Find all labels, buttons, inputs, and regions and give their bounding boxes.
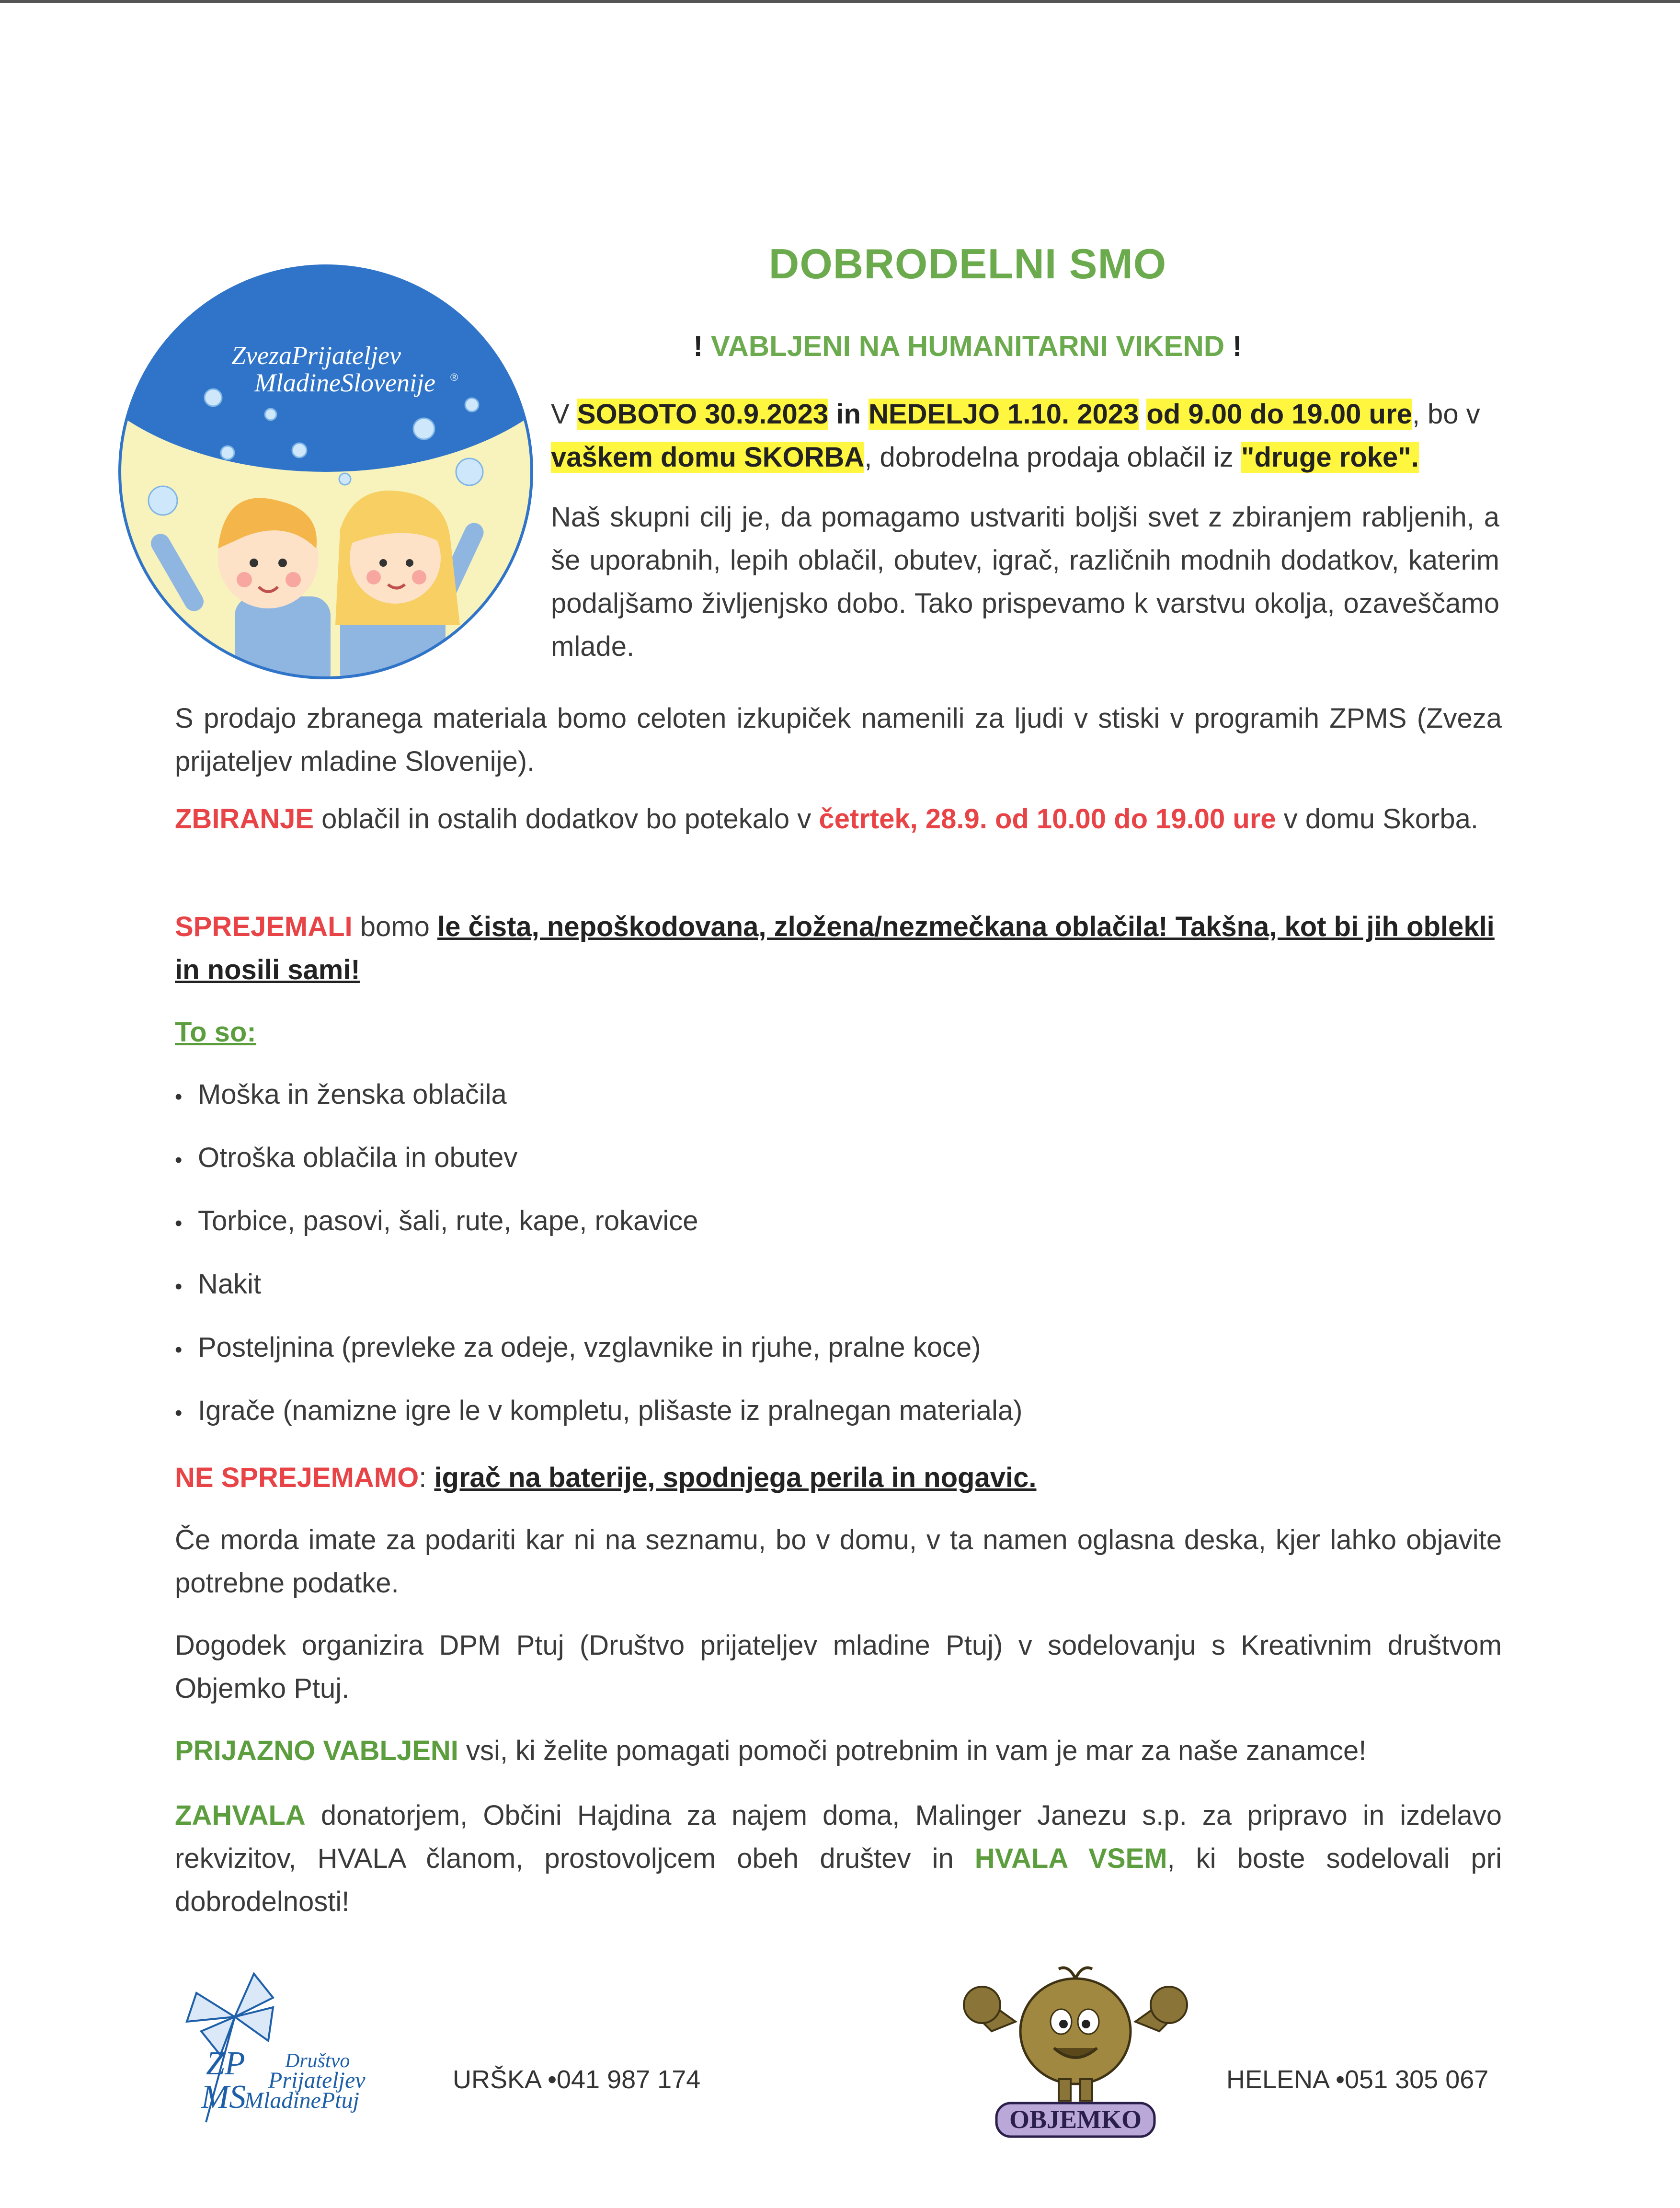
to-so-heading bbox=[175, 1011, 1502, 1054]
list-item bbox=[175, 1073, 1502, 1136]
subtitle-bang-right: ! bbox=[1232, 330, 1242, 362]
dpm-line3: MladinePtuj bbox=[244, 2088, 359, 2113]
contact-urska: URŠKA •041 987 174 bbox=[453, 2065, 701, 2094]
list-item-text: Posteljnina (prevleke za odeje, vzglavnike in rjuhe, pralne koce) bbox=[198, 1332, 981, 1363]
bullet-icon: • bbox=[175, 1212, 183, 1235]
thanks-end: , ki boste sodelovali pri dobrodelnosti! bbox=[175, 1843, 1502, 1917]
collection-label: ZBIRANJE bbox=[175, 803, 314, 835]
list-item-text: Igrače (namizne igre le v kompletu, plišaste iz pralnegan materiala) bbox=[198, 1395, 1023, 1426]
bullet-icon: • bbox=[175, 1401, 183, 1425]
collection-end: v domu Skorba. bbox=[1276, 803, 1478, 835]
intro-date-sunday: NEDELJO 1.10. 2023 bbox=[869, 399, 1139, 430]
thanks-text: donatorjem, Občini Hajdina za najem doma, Malinger Janezu s.p. za pripravo in izdelavo rekvizitov, HVALA članom, prostovoljcem obeh društev in bbox=[175, 1800, 1502, 1874]
list-item-text: Torbice, pasovi, šali, rute, kape, rokavice bbox=[198, 1205, 698, 1236]
dpm-ms: MS bbox=[201, 2079, 246, 2116]
not-accepted-label: NE SPREJEMAMO bbox=[175, 1462, 419, 1493]
thanks-label: ZAHVALA bbox=[175, 1800, 306, 1831]
bullet-icon: • bbox=[175, 1085, 183, 1109]
subtitle-bang-left: ! bbox=[693, 330, 703, 362]
bullet-icon: • bbox=[175, 1148, 183, 1172]
invitation-paragraph bbox=[175, 1729, 1502, 1773]
accepted-items-list bbox=[175, 1073, 1502, 1453]
thanks-all: HVALA VSEM bbox=[974, 1843, 1167, 1874]
goal-paragraph: Naš skupni cilj je, da pomagamo ustvariti boljši svet z zbiranjem rabljenih, a še uporabnih, lepih oblačil, obutev, igrač, različnih modnih dodatkov, katerim podaljšamo življenjsko dobo. Tako prispevamo k varstvu okolja, ozaveščamo mlade. bbox=[551, 502, 1499, 662]
zpms-logo-text-1: ZvezaPrijateljev bbox=[231, 341, 401, 370]
thanks-paragraph bbox=[175, 1794, 1502, 1923]
not-accepted-items: igrač na baterije, spodnjega perila in nogavic. bbox=[434, 1462, 1037, 1493]
to-so-label: To so: bbox=[175, 1017, 256, 1048]
intro-venue: vaškem domu SKORBA bbox=[551, 442, 865, 473]
intro-date-saturday: SOBOTO 30.9.2023 bbox=[577, 399, 829, 430]
intro-paragraph bbox=[551, 393, 1499, 479]
intro-t4: , bo v bbox=[1412, 399, 1480, 430]
list-item bbox=[175, 1136, 1502, 1200]
list-item-text: Nakit bbox=[198, 1269, 262, 1300]
dpm-line2: Prijateljev bbox=[268, 2068, 366, 2093]
intro-t1: V bbox=[551, 399, 577, 430]
collection-paragraph bbox=[175, 798, 1502, 841]
subtitle-text: VABLJENI NA HUMANITARNI VIKEND bbox=[710, 330, 1225, 362]
bullet-icon: • bbox=[175, 1275, 183, 1298]
list-item-text: Otroška oblačila in obutev bbox=[198, 1142, 518, 1173]
proceeds-paragraph: S prodajo zbranega materiala bomo celoten izkupiček namenili za ljudi v stiski v programih ZPMS (Zveza prijateljev mladine Slovenije). bbox=[175, 703, 1502, 777]
invitation-text: vsi, ki želite pomagati pomoči potrebnim in vam je mar za naše zanamce! bbox=[458, 1735, 1367, 1766]
bullet-icon: • bbox=[175, 1338, 183, 1361]
dpm-ptuj-logo bbox=[177, 1964, 417, 2127]
intro-t5: , dobrodelna prodaja oblačil iz bbox=[864, 442, 1242, 473]
accepted-label: SPREJEMALI bbox=[175, 911, 353, 942]
list-item bbox=[175, 1200, 1502, 1263]
zpms-logo-reg: ® bbox=[450, 371, 458, 383]
accepted-paragraph bbox=[175, 905, 1502, 992]
zpms-logo-text-2: MladineSlovenije bbox=[254, 368, 435, 397]
collection-text: oblačil in ostalih dodatkov bo potekalo v bbox=[314, 803, 819, 835]
zpms-logo bbox=[115, 261, 537, 683]
dpm-line1: Društvo bbox=[285, 2050, 350, 2072]
accepted-text: bomo bbox=[352, 911, 437, 942]
list-item bbox=[175, 1389, 1502, 1453]
accepted-condition: le čista, nepoškodovana, zložena/nezmečkana oblačila! Takšna, kot bi jih oblekli in nosili sami! bbox=[175, 911, 1495, 985]
scan-edge-line bbox=[0, 0, 1680, 3]
organizer-paragraph: Dogodek organizira DPM Ptuj (Društvo prijateljev mladine Ptuj) v sodelovanju s Kreativnim društvom Objemko Ptuj. bbox=[175, 1630, 1502, 1704]
contact-helena: HELENA •051 305 067 bbox=[1226, 2065, 1489, 2094]
list-item-text: Moška in ženska oblačila bbox=[198, 1079, 507, 1110]
dpm-zp: ZP bbox=[206, 2045, 245, 2082]
intro-t2: in bbox=[828, 399, 869, 430]
intro-hours: od 9.00 do 19.00 ure bbox=[1146, 399, 1412, 430]
page-title: DOBRODELNI SMO bbox=[768, 240, 1167, 287]
notice-board-paragraph: Če morda imate za podariti kar ni na seznamu, bo v domu, v ta namen oglasna deska, kjer lahko objavite potrebne podatke. bbox=[175, 1524, 1502, 1599]
page-subtitle bbox=[575, 330, 1360, 363]
objemko-logo bbox=[963, 1959, 1188, 2141]
list-item bbox=[175, 1263, 1502, 1326]
intro-second-hand: "druge roke". bbox=[1241, 442, 1419, 473]
objemko-wordmark: OBJEMKO bbox=[1009, 2105, 1142, 2134]
invitation-label: PRIJAZNO VABLJENI bbox=[175, 1735, 458, 1766]
not-accepted-colon: : bbox=[419, 1462, 434, 1493]
list-item bbox=[175, 1326, 1502, 1389]
not-accepted-paragraph bbox=[175, 1456, 1502, 1499]
intro-t3 bbox=[1139, 399, 1146, 430]
collection-date: četrtek, 28.9. od 10.00 do 19.00 ure bbox=[819, 803, 1276, 835]
objemko-mascot-icon bbox=[964, 1968, 1187, 2101]
